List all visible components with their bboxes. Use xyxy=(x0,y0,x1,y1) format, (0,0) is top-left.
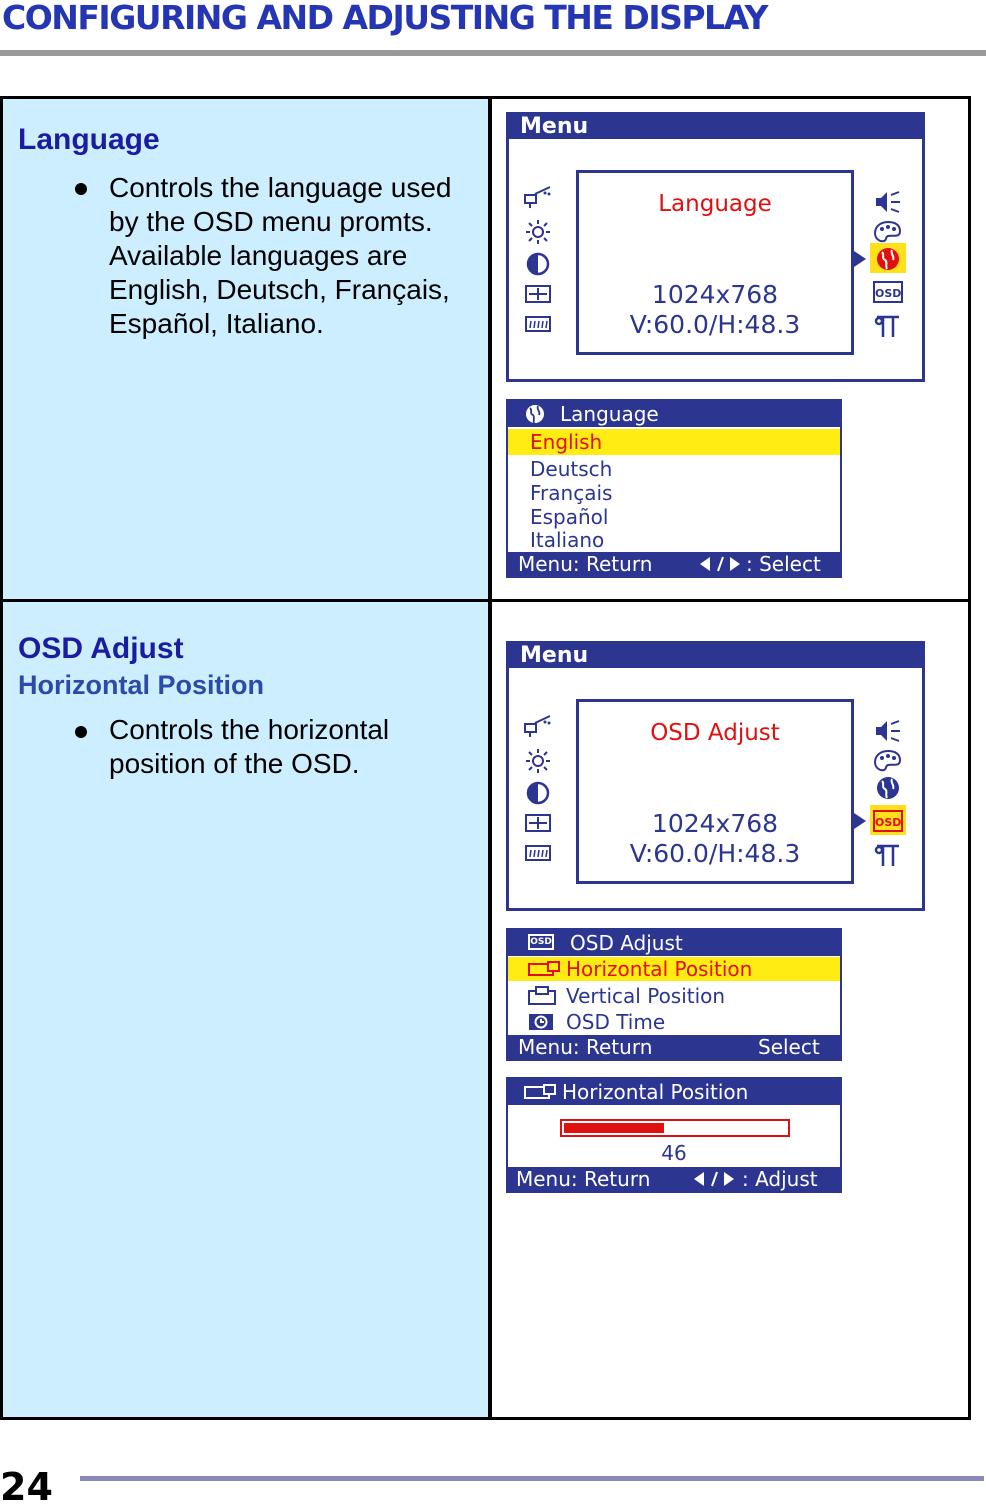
text-line: Available languages are xyxy=(109,240,408,271)
footer-return-hint: Menu: Return xyxy=(516,1167,651,1191)
language-option-english[interactable]: English xyxy=(508,429,840,455)
horizontal-position-icon xyxy=(528,961,562,977)
tools-icon xyxy=(873,842,903,868)
osd-icon: OSD xyxy=(528,934,554,950)
footer-select-hint: Select xyxy=(758,1035,820,1059)
page-number: 24 xyxy=(0,1465,53,1509)
left-right-arrows-icon xyxy=(698,556,744,572)
footer-adjust-hint: : Adjust xyxy=(742,1167,818,1191)
footer-divider xyxy=(80,1476,984,1481)
table-column-divider xyxy=(488,96,492,1420)
setup-icon xyxy=(523,311,553,337)
footer-select-hint: : Select xyxy=(746,552,821,576)
osd-adjust-submenu xyxy=(506,928,842,1061)
text-line: English, Deutsch, Français, xyxy=(109,274,450,305)
section-title-osd-adjust: OSD Adjust xyxy=(18,632,184,665)
slider-title-bar xyxy=(508,1079,840,1105)
section-title-language: Language xyxy=(18,123,160,156)
submenu-title: Language xyxy=(560,402,659,426)
contrast-icon xyxy=(523,251,553,277)
footer-return-hint: Menu: Return xyxy=(518,552,653,576)
submenu-footer xyxy=(508,1035,840,1059)
audio-icon xyxy=(873,718,903,744)
osd-option-horizontal-position[interactable] xyxy=(508,957,840,981)
horizontal-position-slider[interactable] xyxy=(560,1119,790,1137)
osd-selected-item-label: Language xyxy=(658,191,772,217)
text-line: Controls the language used xyxy=(109,172,452,203)
selection-arrow-icon xyxy=(854,813,866,829)
text-line: Controls the horizontal xyxy=(109,714,390,745)
brightness-icon xyxy=(523,748,553,774)
footer-return-hint: Menu: Return xyxy=(518,1035,653,1059)
osd-main-menu-osd-adjust xyxy=(506,641,925,911)
osd-menu-bar: Menu xyxy=(509,115,922,139)
osd-info-panel xyxy=(576,170,854,355)
language-globe-icon xyxy=(873,246,903,272)
contrast-icon xyxy=(523,780,553,806)
osd-info-panel xyxy=(576,699,854,884)
page-title: CONFIGURING AND ADJUSTING THE DISPLAY xyxy=(2,0,767,37)
osd-option-vertical-position[interactable] xyxy=(508,984,840,1008)
picture-icon xyxy=(523,185,553,211)
option-label: OSD Time xyxy=(566,1010,666,1034)
left-right-arrows-icon xyxy=(692,1171,738,1187)
option-label: Vertical Position xyxy=(566,984,726,1008)
osd-option-osd-time[interactable] xyxy=(508,1010,840,1034)
osd-selected-item-label: OSD Adjust xyxy=(650,720,780,746)
horizontal-position-adjust-panel xyxy=(506,1077,842,1193)
text-line: Español, Italiano. xyxy=(109,308,324,339)
vertical-position-icon xyxy=(528,986,558,1006)
section-subtitle-horizontal-position: Horizontal Position xyxy=(18,670,264,700)
selection-arrow-icon xyxy=(854,251,866,267)
submenu-title-bar xyxy=(508,930,840,956)
osd-menu-bar: Menu xyxy=(509,644,922,668)
picture-icon xyxy=(523,714,553,740)
osd-icon: OSD xyxy=(873,281,903,303)
osd-frequency: V:60.0/H:48.3 xyxy=(629,310,801,339)
clock-icon xyxy=(528,1013,554,1031)
setup-icon xyxy=(523,840,553,866)
size-icon xyxy=(523,281,553,307)
language-option-francais[interactable]: Français xyxy=(530,481,613,505)
language-option-italiano[interactable]: Italiano xyxy=(530,528,605,552)
slider-fill xyxy=(564,1123,664,1133)
color-icon xyxy=(873,748,903,774)
option-label: Horizontal Position xyxy=(566,957,753,981)
osd-main-menu-language xyxy=(506,112,925,382)
size-icon xyxy=(523,810,553,836)
submenu-footer xyxy=(508,552,840,576)
language-option-deutsch[interactable]: Deutsch xyxy=(530,457,613,481)
slider-value: 46 xyxy=(661,1141,687,1165)
slider-title: Horizontal Position xyxy=(562,1080,749,1104)
header-divider xyxy=(0,50,986,56)
horizontal-position-icon xyxy=(524,1084,558,1100)
language-globe-icon xyxy=(873,775,903,801)
osd-icon: OSD xyxy=(873,810,903,832)
osd-resolution: 1024x768 xyxy=(651,280,779,309)
submenu-title: OSD Adjust xyxy=(570,931,683,955)
language-globe-icon xyxy=(524,404,546,424)
osd-resolution: 1024x768 xyxy=(651,809,779,838)
table-row-divider xyxy=(0,599,971,602)
tools-icon xyxy=(873,313,903,339)
submenu-title-bar xyxy=(508,401,840,427)
brightness-icon xyxy=(523,219,553,245)
language-submenu xyxy=(506,399,842,578)
text-line: by the OSD menu promts. xyxy=(109,206,433,237)
color-icon xyxy=(873,219,903,245)
language-option-espanol[interactable]: Español xyxy=(530,505,609,529)
slider-footer xyxy=(508,1167,840,1191)
text-line: position of the OSD. xyxy=(109,748,360,779)
osd-frequency: V:60.0/H:48.3 xyxy=(629,839,801,868)
audio-icon xyxy=(873,189,903,215)
